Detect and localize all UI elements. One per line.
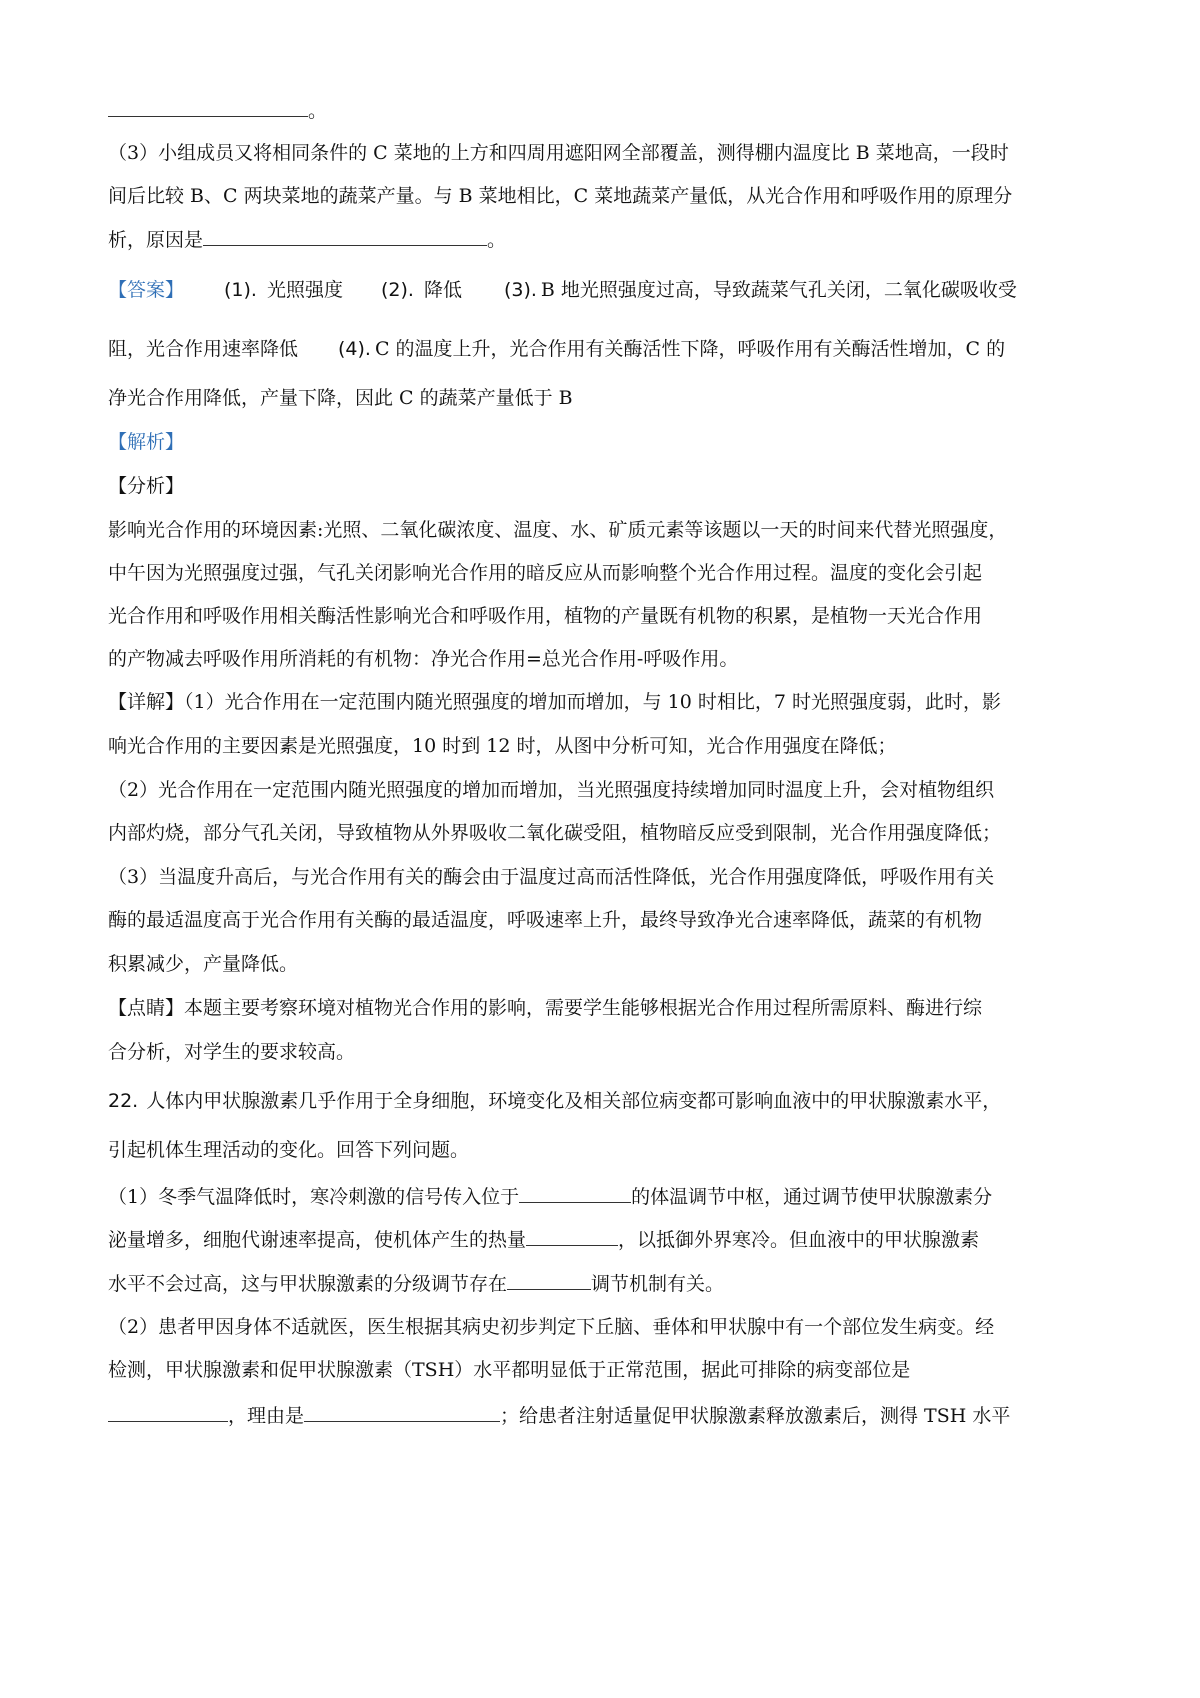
q22-part1-text: 的体温调节中枢，通过调节使甲状腺激素分 [631,1186,993,1208]
xiangjie-line: （3）当温度升高后，与光合作用有关的酶会由于温度过高而活性降低，光合作用强度降低，呼吸作用有关 [108,866,995,888]
q22-part2-text: ，理由是 [228,1405,305,1427]
q21-part3-line2: 间后比较 B、C 两块菜地的蔬菜产量。与 B 菜地相比，C 菜地蔬菜产量低，从光合作用和呼吸作用的原理分 [108,185,1013,207]
answer-blank [507,1271,591,1290]
q22-number: 22. [108,1090,139,1112]
q21-blank-line [108,98,1102,123]
fenxi-line: 光合作用和呼吸作用相关酶活性影响光合和呼吸作用，植物的产量既有机物的积累，是植物一天光合作用 [108,605,983,627]
answer-line3: 净光合作用降低，产量下降，因此 C 的蔬菜产量低于 B [108,387,573,409]
answer-3-continued: 阻，光合作用速率降低 [108,338,299,360]
fenxi-line: 的产物减去呼吸作用所消耗的有机物：净光合作用=总光合作用-呼吸作用。 [108,648,739,670]
answer-blank [108,98,308,117]
xiangjie-line: 积累减少，产量降低。 [108,953,299,975]
answer-blank [108,1403,228,1422]
q22-part1-text: （1）冬季气温降低时，寒冷刺激的信号传入位于 [108,1186,520,1208]
q21-part3-prefix: 析，原因是 [108,229,204,251]
q22-part2-text: ；给患者注射适量促甲状腺激素释放激素后，测得 TSH 水平 [500,1405,1011,1427]
q21-part3-line1: （3）小组成员又将相同条件的 C 菜地的上方和四周用遮阳网全部覆盖，测得棚内温度比 B 菜地高，一段时 [108,142,1009,164]
q22-part2-line1: （2）患者甲因身体不适就医，医生根据其病史初步判定下丘脑、垂体和甲状腺中有一个部位发生病变。经 [108,1316,995,1338]
xiangjie-line: （2）光合作用在一定范围内随光照强度的增加而增加，当光照强度持续增加同时温度上升，会对植物组织 [108,779,995,801]
q22-part1-text: ，以抵御外界寒冷。但血液中的甲状腺激素 [618,1229,980,1251]
xiangjie-line: 响光合作用的主要因素是光照强度，10 时到 12 时，从图中分析可知，光合作用强度在降低； [108,735,897,757]
fenxi-line: 中午因为光照强度过强，气孔关闭影响光合作用的暗反应从而影响整个光合作用过程。温度的变化会引起 [108,562,983,584]
xiangjie-line: 酶的最适温度高于光合作用有关酶的最适温度，呼吸速率上升，最终导致净光合速率降低，蔬菜的有机物 [108,909,983,931]
q22-part2-line3 [108,1403,1102,1428]
answer-blank [526,1227,618,1246]
answer-1-number: (1). [224,279,257,301]
q22-stem-line1 [108,1089,1102,1113]
fenxi-tag: 【分析】 [108,475,185,497]
xiangjie-line: 内部灼烧，部分气孔关闭，导致植物从外界吸收二氧化碳受阻，植物暗反应受到限制，光合作用强度降低； [108,822,1002,844]
q22-part2-line2: 检测，甲状腺激素和促甲状腺激素（TSH）水平都明显低于正常范围，据此可排除的病变部位是 [108,1359,911,1381]
q22-part1-line1 [108,1184,1102,1209]
blank-period: 。 [308,100,328,122]
dianjing-line: 【点睛】本题主要考察环境对植物光合作用的影响，需要学生能够根据光合作用过程所需原料、酶进行综 [108,997,983,1019]
q22-stem-text: 人体内甲状腺激素几乎作用于全身细胞，环境变化及相关部位病变都可影响血液中的甲状腺激素水平， [146,1090,1002,1112]
q22-part1-line3 [108,1271,1102,1296]
q22-part1-line2 [108,1227,1102,1252]
answer-blank [203,227,487,246]
dianjing-line: 合分析，对学生的要求较高。 [108,1041,356,1063]
q22-part1-text: 调节机制有关。 [591,1273,725,1295]
answer-blank [519,1184,631,1203]
answer-tag: 【答案】 [108,279,185,301]
answer-3-text: B 地光照强度过高，导致蔬菜气孔关闭，二氧化碳吸收受 [540,279,1017,301]
answer-3-number: (3). [503,279,537,301]
answer-line1 [108,278,1102,302]
q22-part1-text: 泌量增多，细胞代谢速率提高，使机体产生的热量 [108,1229,527,1251]
answer-4-number: (4). [338,338,371,360]
fenxi-line: 影响光合作用的环境因素:光照、二氧化碳浓度、温度、水、矿质元素等该题以一天的时间来代替光照强度， [108,519,1008,541]
answer-1-text: 光照强度 [266,279,343,301]
answer-line2 [108,337,1102,361]
answer-blank [304,1403,500,1422]
answer-2-number: (2). [380,279,414,301]
q21-part3-line3 [108,227,1102,252]
answer-4-text: C 的温度上升，光合作用有关酶活性下降，呼吸作用有关酶活性增加，C 的 [374,338,1006,360]
q22-part1-text: 水平不会过高，这与甲状腺激素的分级调节存在 [108,1273,508,1295]
q21-part3-suffix: 。 [487,229,507,251]
answer-2-text: 降低 [423,279,462,301]
jiexi-tag: 【解析】 [108,431,185,453]
q22-stem-line2: 引起机体生理活动的变化。回答下列问题。 [108,1139,470,1161]
xiangjie-line: 【详解】（1）光合作用在一定范围内随光照强度的增加而增加，与 10 时相比，7 时光照强度弱，此时，影 [108,691,1001,713]
